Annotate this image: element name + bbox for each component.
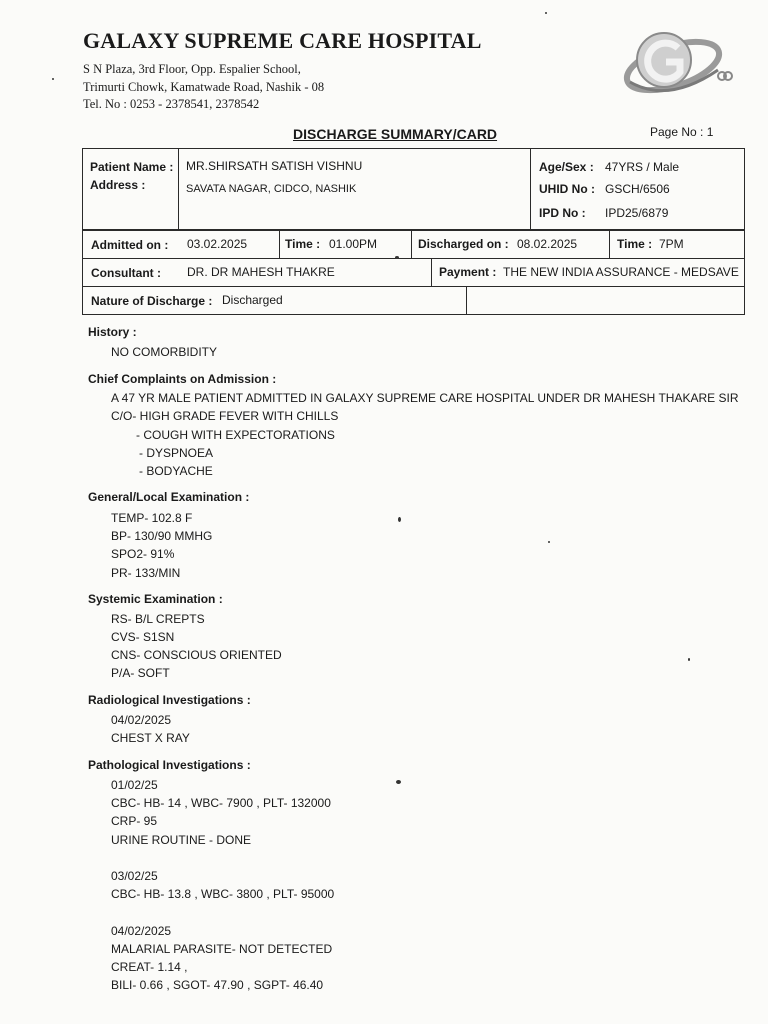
scan-speck [548,541,550,543]
nature-of-discharge-label: Nature of Discharge : [91,294,213,308]
address-value: SAVATA NAGAR, CIDCO, NASHIK [186,183,357,195]
pathological-line: URINE ROUTINE - DONE [111,833,252,847]
complaint-line: - BODYACHE [139,464,213,478]
systemic-exam-line: RS- B/L CREPTS [111,612,205,626]
scan-speck [398,517,401,522]
general-exam-heading: General/Local Examination : [88,490,250,504]
pathological-line: BILI- 0.66 , SGOT- 47.90 , SGPT- 46.40 [111,978,324,992]
admitted-on-label: Admitted on : [91,238,169,252]
complaint-line: A 47 YR MALE PATIENT ADMITTED IN GALAXY SUPREME CARE HOSPITAL UNDER DR MAHESH THAKARE SIR [111,391,739,405]
ipd-value: IPD25/6879 [605,206,669,220]
admission-row [82,230,745,259]
nature-of-discharge-value: Discharged [222,293,283,307]
pathological-heading: Pathological Investigations : [88,758,251,772]
admission-time-value: 01.00PM [329,237,378,251]
age-sex-label: Age/Sex : [539,160,594,174]
chief-complaints-heading: Chief Complaints on Admission : [88,372,277,386]
hospital-address-line1: S N Plaza, 3rd Floor, Opp. Espalier School, [83,62,301,76]
pathological-line: 03/02/25 [111,869,158,883]
uhid-value: GSCH/6506 [605,182,670,196]
patient-info-box [82,148,745,230]
general-exam-line: PR- 133/MIN [111,566,181,580]
consultant-row [82,258,745,287]
history-line: NO COMORBIDITY [111,345,218,359]
pathological-line: CREAT- 1.14 , [111,960,188,974]
payment-value: THE NEW INDIA ASSURANCE - MEDSAVE [503,265,739,279]
uhid-label: UHID No : [539,182,595,196]
hospital-name: GALAXY SUPREME CARE HOSPITAL [83,28,482,53]
scan-speck [52,78,54,80]
discharge-time-label: Time : [617,237,653,251]
hospital-telephone: Tel. No : 0253 - 2378541, 2378542 [83,97,260,111]
history-heading: History : [88,325,137,339]
nature-of-discharge-row [82,286,745,315]
scan-speck [395,256,399,259]
pathological-line: 04/02/2025 [111,924,172,938]
discharged-on-label: Discharged on : [418,237,509,251]
scan-speck [545,12,547,14]
systemic-exam-heading: Systemic Examination : [88,592,223,606]
hospital-logo-icon [618,22,738,106]
pathological-line: CBC- HB- 14 , WBC- 7900 , PLT- 132000 [111,796,331,810]
admission-time-label: Time : [285,237,321,251]
pathological-line: 01/02/25 [111,778,158,792]
document-title: DISCHARGE SUMMARY/CARD [293,126,498,142]
general-exam-line: TEMP- 102.8 F [111,511,193,525]
scan-speck [396,780,401,784]
systemic-exam-line: P/A- SOFT [111,666,170,680]
radiological-heading: Radiological Investigations : [88,693,251,707]
discharged-on-value: 08.02.2025 [517,237,578,251]
complaint-line: - COUGH WITH EXPECTORATIONS [136,428,335,442]
page-number: Page No : 1 [650,125,714,139]
patient-name-value: MR.SHIRSATH SATISH VISHNU [186,159,363,173]
address-label: Address : [90,178,146,192]
consultant-value: DR. DR MAHESH THAKRE [187,265,335,279]
pathological-line: CBC- HB- 13.8 , WBC- 3800 , PLT- 95000 [111,887,335,901]
discharge-time-value: 7PM [659,237,684,251]
radiological-line: CHEST X RAY [111,731,190,745]
systemic-exam-line: CVS- S1SN [111,630,175,644]
general-exam-line: SPO2- 91% [111,547,175,561]
consultant-label: Consultant : [91,266,161,280]
hospital-address-line2: Trimurti Chowk, Kamatwade Road, Nashik - 08 [83,80,325,94]
complaint-line: C/O- HIGH GRADE FEVER WITH CHILLS [111,409,339,423]
scan-speck [688,658,690,661]
age-sex-value: 47YRS / Male [605,160,680,174]
pathological-line: CRP- 95 [111,814,158,828]
pathological-line: MALARIAL PARASITE- NOT DETECTED [111,942,333,956]
payment-label: Payment : [439,265,497,279]
general-exam-line: BP- 130/90 MMHG [111,529,213,543]
systemic-exam-line: CNS- CONSCIOUS ORIENTED [111,648,282,662]
admitted-on-value: 03.02.2025 [187,237,248,251]
radiological-line: 04/02/2025 [111,713,172,727]
patient-name-label: Patient Name : [90,160,174,174]
ipd-label: IPD No : [539,206,586,220]
complaint-line: - DYSPNOEA [139,446,214,460]
